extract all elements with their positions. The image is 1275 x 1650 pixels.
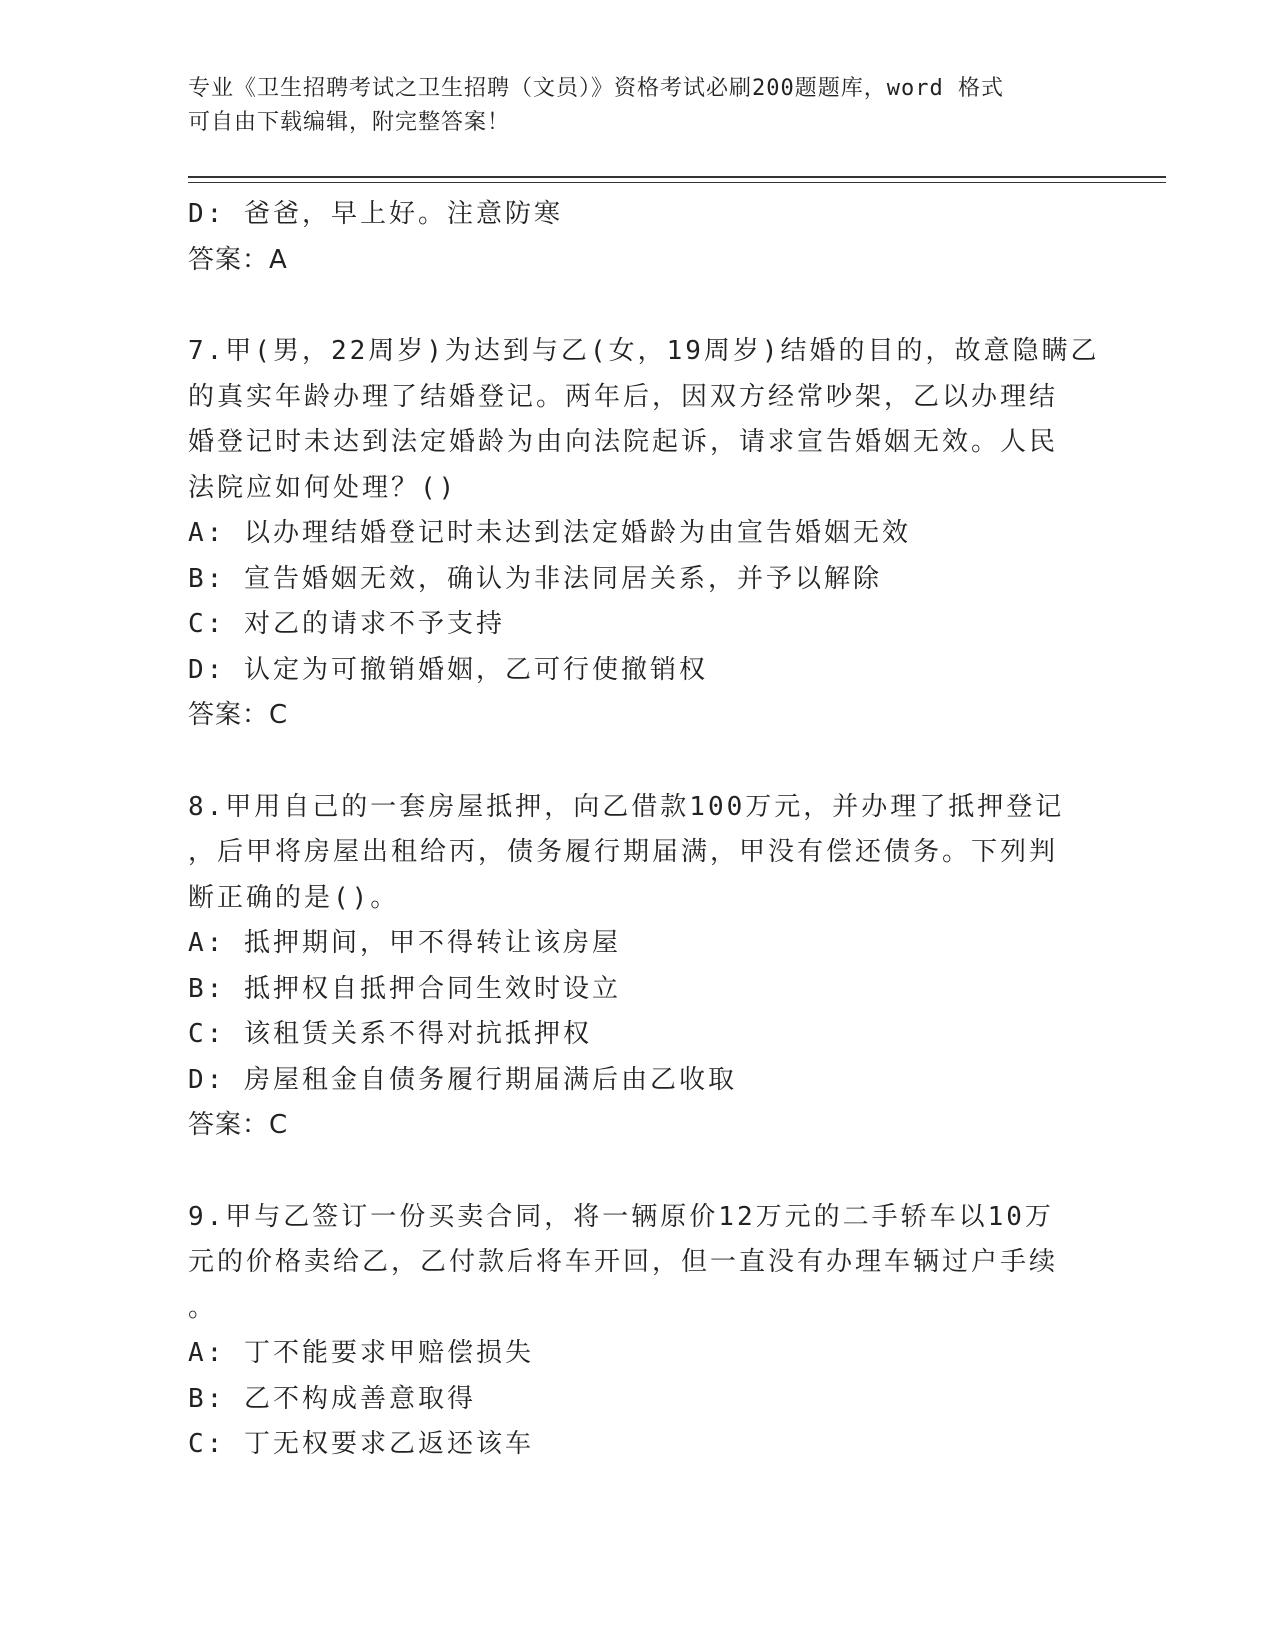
header-line-2: 可自由下载编辑，附完整答案！ bbox=[188, 110, 511, 135]
q7-stem-line: 7.甲(男，22周岁)为达到与乙(女，19周岁)结婚的目的，故意隐瞒乙 bbox=[188, 336, 1100, 366]
q9-option-c: C: 丁无权要求乙返还该车 bbox=[188, 1429, 534, 1459]
q7-answer: 答案：C bbox=[188, 700, 289, 730]
q8-option-b: B: 抵押权自抵押合同生效时设立 bbox=[188, 973, 621, 1004]
spacer bbox=[188, 283, 1068, 329]
q9-option-b: B: 乙不构成善意取得 bbox=[188, 1383, 476, 1414]
prev-answer: 答案：A bbox=[188, 244, 288, 275]
q9-stem-line: 元的价格卖给乙，乙付款后将车开回，但一直没有办理车辆过户手续 bbox=[188, 1247, 1059, 1277]
question-7 bbox=[188, 329, 1100, 739]
header-rule-thin bbox=[188, 182, 1166, 183]
q9-stem-line: 。 bbox=[188, 1292, 218, 1323]
q8-option-d: D: 房屋租金自债务履行期届满后由乙收取 bbox=[188, 1064, 737, 1095]
prev-option-d: D: 爸爸，早上好。注意防寒 bbox=[188, 199, 563, 229]
q7-stem-line: 婚登记时未达到法定婚龄为由向法院起诉，请求宣告婚姻无效。人民 bbox=[188, 427, 1059, 457]
q8-option-a: A: 抵押期间，甲不得转让该房屋 bbox=[188, 928, 621, 958]
q7-option-d: D: 认定为可撤销婚姻，乙可行使撤销权 bbox=[188, 654, 708, 685]
question-8 bbox=[188, 785, 1068, 1149]
q8-stem-line: 8.甲用自己的一套房屋抵押，向乙借款100万元，并办理了抵押登记 bbox=[188, 791, 1065, 822]
q7-stem-line: 法院应如何处理？() bbox=[188, 472, 458, 503]
q8-answer: 答案：C bbox=[188, 1110, 289, 1140]
header-line-1: 专业《卫生招聘考试之卫生招聘（文员）》资格考试必刷200题题库，word 格式 bbox=[188, 76, 1004, 101]
question-9 bbox=[188, 1195, 1068, 1468]
q8-option-c: C: 该租赁关系不得对抗抵押权 bbox=[188, 1019, 592, 1049]
q9-stem-line: 9.甲与乙签订一份买卖合同，将一辆原价12万元的二手轿车以10万 bbox=[188, 1201, 1054, 1232]
spacer bbox=[188, 1149, 1068, 1195]
q7-option-c: C: 对乙的请求不予支持 bbox=[188, 609, 505, 639]
document-header bbox=[188, 72, 1068, 140]
question-content bbox=[188, 192, 1100, 1468]
q9-option-a: A: 丁不能要求甲赔偿损失 bbox=[188, 1338, 534, 1368]
header-rule-thick bbox=[188, 176, 1166, 178]
q8-stem-line: 断正确的是()。 bbox=[188, 882, 400, 913]
q8-stem-line: ，后甲将房屋出租给丙，债务履行期届满，甲没有偿还债务。下列判 bbox=[188, 837, 1059, 867]
spacer bbox=[188, 739, 1068, 785]
q7-stem-line: 的真实年龄办理了结婚登记。两年后，因双方经常吵架，乙以办理结 bbox=[188, 381, 1059, 412]
q7-option-a: A: 以办理结婚登记时未达到法定婚龄为由宣告婚姻无效 bbox=[188, 518, 911, 548]
q7-option-b: B: 宣告婚姻无效，确认为非法同居关系，并予以解除 bbox=[188, 563, 882, 594]
